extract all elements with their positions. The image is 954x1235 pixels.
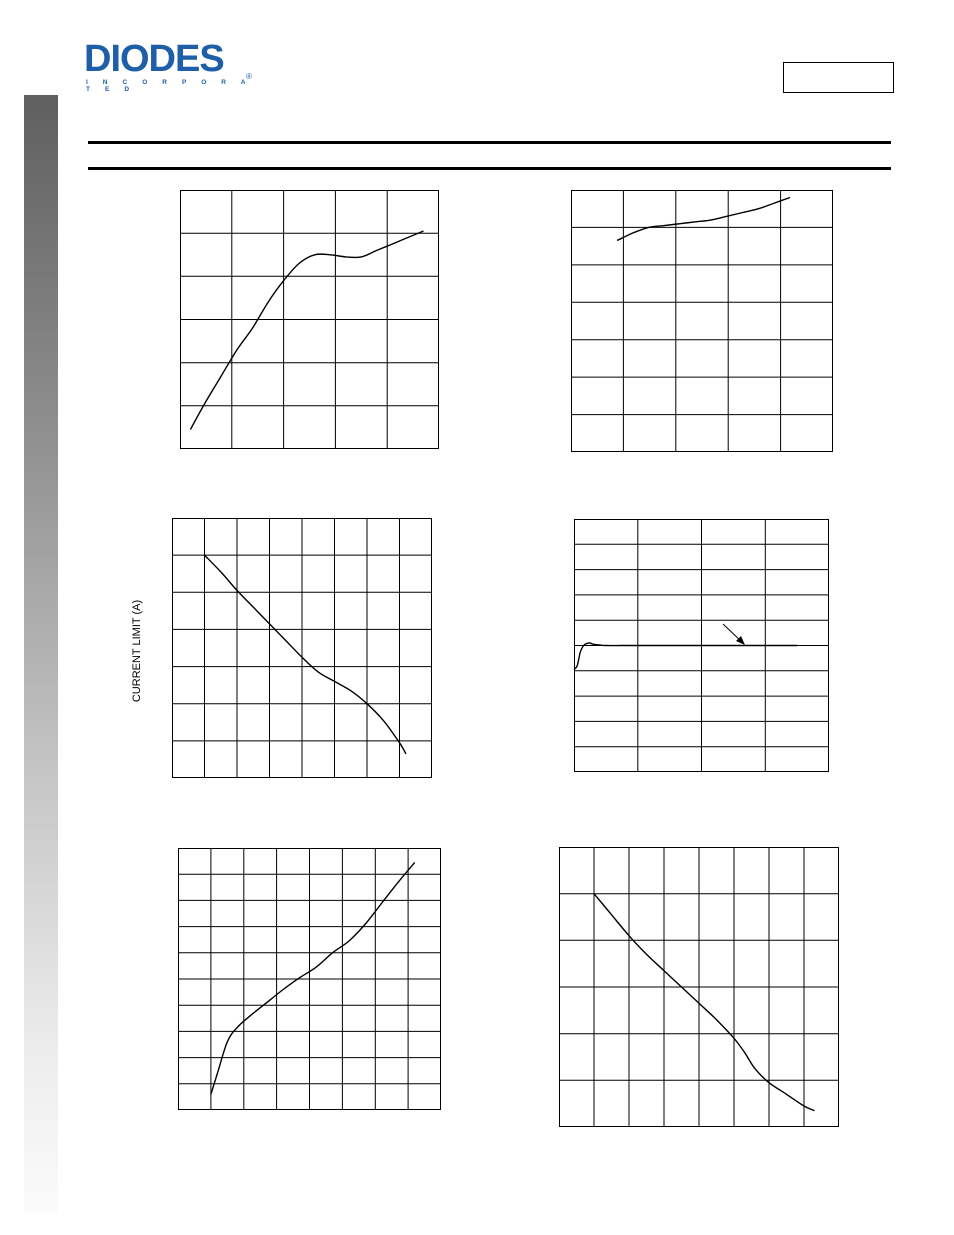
chart-6-grid	[559, 847, 839, 1127]
registered-mark: ®	[246, 72, 252, 81]
chart-2	[571, 190, 833, 452]
chart-2-series-1-line	[617, 198, 790, 241]
chart-4-series-1-line	[574, 643, 797, 670]
chart-4	[574, 519, 829, 772]
chart-5	[178, 848, 441, 1110]
chart-3-grid	[172, 518, 432, 778]
chart-5-series-1-line	[211, 862, 415, 1094]
chart-4-annotation-arrow	[720, 620, 750, 650]
diodes-logo	[84, 38, 256, 93]
header-rule-top	[88, 141, 891, 144]
logo-wordmark: DIODES	[84, 38, 224, 80]
chart-1	[180, 190, 439, 449]
chart-1-series-1-line	[190, 231, 423, 430]
chart-2-plot-frame	[572, 191, 833, 452]
chart-6	[559, 847, 839, 1127]
header-rule-bottom	[88, 167, 891, 170]
side-bar	[24, 95, 58, 1213]
logo-subtext: I N C O R P O R A T E D	[86, 79, 252, 93]
chart-2-grid	[571, 190, 833, 452]
chart-6-series-1-line	[594, 894, 815, 1111]
chart-5-grid	[178, 848, 441, 1110]
part-number-box	[783, 62, 894, 93]
chart-3	[172, 518, 432, 778]
chart-3-y-axis-label: CURRENT LIMIT (A)	[131, 599, 143, 703]
chart-1-grid	[180, 190, 439, 449]
chart-3-series-1-line	[205, 555, 407, 754]
